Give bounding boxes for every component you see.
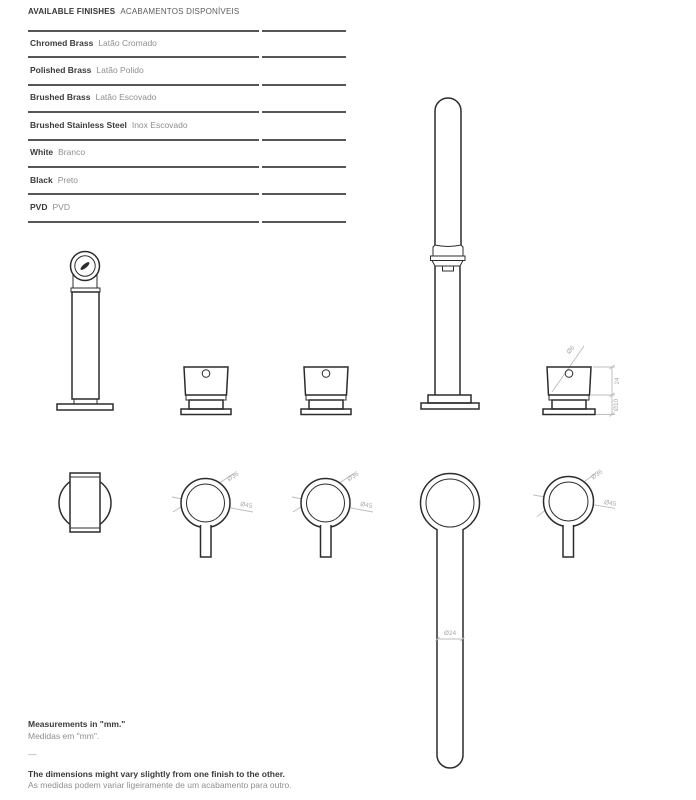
title-english: AVAILABLE FINISHES — [28, 7, 116, 16]
finish-row — [28, 85, 346, 112]
title-portuguese: ACABAMENTOS DISPONÍVEIS — [120, 7, 240, 16]
page-title — [28, 7, 239, 16]
handle-side-view-dimensioned-drawing — [538, 332, 643, 424]
finish-name-en: PVD — [30, 202, 48, 213]
spout-top-view-drawing — [412, 468, 492, 783]
finish-name-en: Chromed Brass — [30, 37, 94, 48]
shower-column-side-view-drawing — [50, 242, 120, 414]
dim-label-handle-height: 24 — [614, 377, 621, 385]
finish-name-en: Polished Brass — [30, 65, 92, 76]
handle-top-view-drawing — [285, 458, 385, 560]
finish-name-pt: Latão Cromado — [98, 37, 157, 48]
handle-top-view-drawing — [528, 455, 628, 561]
dimensions-note-en: The dimensions might vary slightly from one finish to the other. — [28, 768, 285, 779]
finish-name-en: White — [30, 147, 54, 158]
finish-name-pt: Inox Escovado — [131, 119, 188, 130]
handle-side-view-drawing — [298, 362, 354, 416]
finish-row — [28, 194, 346, 221]
finish-name-pt: Latão Escovado — [95, 92, 157, 103]
finish-name-en: Brushed Stainless Steel — [30, 119, 127, 130]
finishes-table — [28, 30, 346, 222]
footer-notes — [28, 719, 292, 792]
finish-name-pt: Preto — [57, 174, 79, 185]
dim-label-handle-outer-diameter: Ø45 — [239, 501, 253, 511]
finish-name-pt: Latão Polido — [96, 65, 144, 76]
dim-label-spout-diameter: Ø24 — [443, 630, 457, 637]
finish-row — [28, 57, 346, 84]
dim-label-screw-diameter: Ø6 — [565, 344, 577, 356]
dim-label-base-diameter: Ø10 — [613, 398, 620, 412]
screw-slot-icon — [79, 261, 90, 271]
shower-column-top-view-drawing — [52, 468, 118, 538]
dim-label-handle-inner-diameter: Ø36 — [590, 468, 605, 482]
dimensions-note-pt: As medidas podem variar ligeiramente de um acabamento para outro. — [28, 780, 292, 790]
finish-name-pt: Branco — [58, 147, 86, 158]
measurements-note-en: Measurements in "mm." — [28, 719, 126, 729]
finish-row — [28, 30, 346, 57]
finish-row — [28, 167, 346, 194]
dim-label-handle-inner-diameter: Ø36 — [226, 470, 241, 484]
dim-label-handle-inner-diameter: Ø36 — [346, 470, 361, 484]
finish-name-en: Brushed Brass — [30, 92, 91, 103]
finish-row — [28, 140, 346, 167]
tall-spout-side-view-drawing — [415, 90, 485, 415]
finish-name-en: Black — [30, 174, 53, 185]
finish-row — [28, 112, 346, 139]
handle-top-view-drawing — [165, 458, 265, 560]
dim-label-handle-outer-diameter: Ø45 — [359, 501, 373, 511]
footer-divider: — — [28, 749, 37, 759]
dim-label-handle-outer-diameter: Ø45 — [603, 499, 617, 508]
measurements-note-pt: Medidas em "mm". — [28, 730, 100, 741]
finish-name-pt: PVD — [52, 202, 70, 213]
handle-side-view-drawing — [178, 362, 234, 416]
